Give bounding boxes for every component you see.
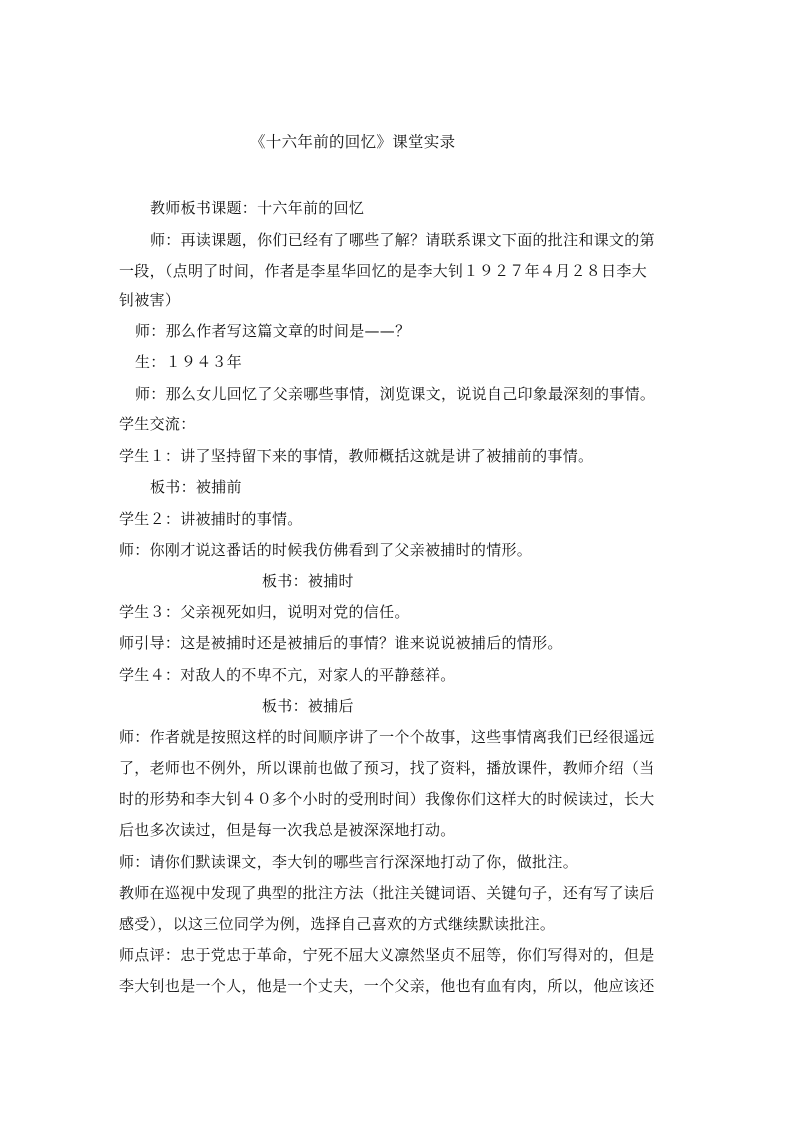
- blackboard-note: 板书：被捕前: [150, 478, 242, 496]
- text-line: 学生３：父亲视死如归，说明对党的信任。: [119, 603, 410, 621]
- text-line: 师点评：忠于党忠于革命，宁死不屈大义凛然坚贞不屈等，你们写得对的，但是: [119, 946, 655, 964]
- text-line: 教师板书课题：十六年前的回忆: [150, 199, 365, 217]
- text-line: 生：１９４３年: [135, 353, 243, 371]
- text-line: 师：那么女儿回忆了父亲哪些事情，浏览课文，说说自己印象最深刻的事情。: [135, 385, 656, 403]
- text-line: 学生１：讲了坚持留下来的事情，教师概括这就是讲了被捕前的事情。: [119, 447, 594, 465]
- blackboard-note: 板书：被捕后: [262, 697, 354, 715]
- text-line: 师引导：这是被捕时还是被捕后的事情？谁来说说被捕后的情形。: [119, 634, 563, 652]
- text-line: 后也多次读过，但是每一次我总是被深深地打动。: [119, 821, 456, 839]
- text-line: 感受），以这三位同学为例，选择自己喜欢的方式继续默读批注。: [119, 915, 556, 933]
- document-title: 《十六年前的回忆》课堂实录: [250, 133, 456, 151]
- text-line: 教师在巡视中发现了典型的批注方法（批注关键词语、关键句子，还有写了读后: [119, 884, 655, 902]
- text-line: 师：再读课题，你们已经有了哪些了解？请联系课文下面的批注和课文的第: [150, 231, 655, 249]
- text-line: 钊被害）: [119, 291, 181, 309]
- text-line: 一段，（点明了时间，作者是李星华回忆的是李大钊１９２７年４月２８日李大: [119, 262, 648, 280]
- text-line: 李大钊也是一个人，他是一个丈夫，一个父亲，他也有血有肉，所以，他应该还: [119, 977, 655, 995]
- text-line: 学生交流：: [119, 415, 196, 433]
- text-line: 了，老师也不例外，所以课前也做了预习，找了资料，播放课件，教师介绍（当: [119, 759, 655, 777]
- text-line: 学生４：对敌人的不卑不亢，对家人的平静慈祥。: [119, 666, 456, 684]
- text-line: 师：作者就是按照这样的时间顺序讲了一个个故事，这些事情离我们已经很遥远: [119, 728, 655, 746]
- blackboard-note: 板书：被捕时: [262, 572, 354, 590]
- text-line: 师：你刚才说这番话的时候我仿佛看到了父亲被捕时的情形。: [119, 541, 533, 559]
- text-line: 师：那么作者写这篇文章的时间是——？: [135, 322, 411, 340]
- text-line: 学生２：讲被捕时的事情。: [119, 510, 303, 528]
- text-line: 师：请你们默读课文，李大钊的哪些言行深深地打动了你，做批注。: [119, 853, 579, 871]
- text-line: 时的形势和李大钊４０多个小时的受刑时间）我像你们这样大的时候读过，长大: [119, 790, 655, 808]
